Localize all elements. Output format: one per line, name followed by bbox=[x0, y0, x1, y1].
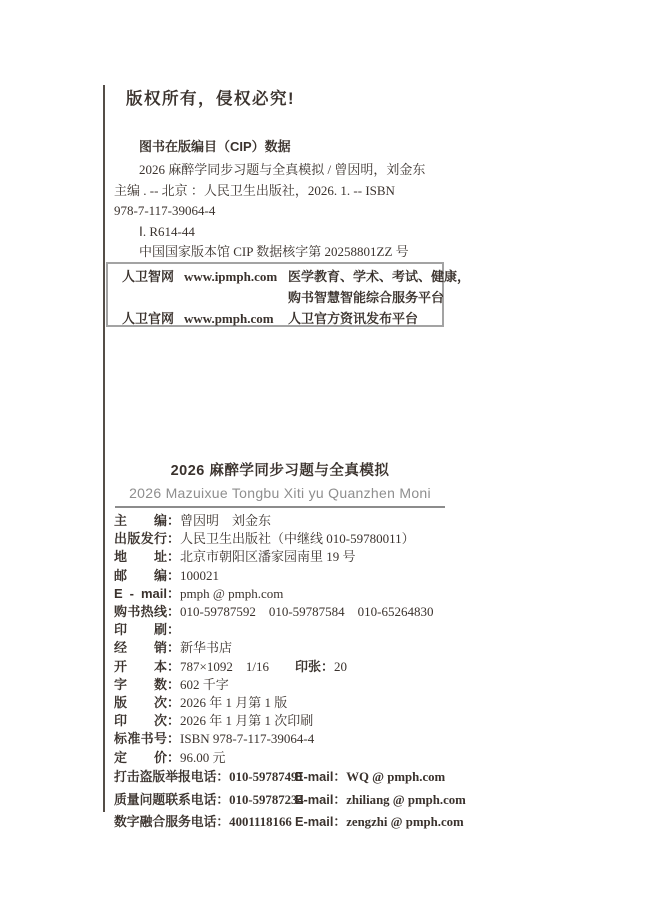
detail-label: 印刷 bbox=[114, 622, 167, 638]
hotline-contact bbox=[114, 766, 304, 789]
hotline-phone: 010-59787491 bbox=[229, 770, 304, 784]
brand-url: www.pmph.com bbox=[184, 310, 274, 326]
book-title: 2026 麻醉学同步习题与全真模拟 bbox=[170, 463, 390, 479]
email-colon: ： bbox=[333, 791, 347, 807]
detail-label: 主编 bbox=[114, 513, 167, 528]
detail-colon: ： bbox=[167, 749, 181, 765]
publication-details bbox=[114, 512, 534, 767]
hotline-email bbox=[295, 814, 464, 829]
hotline-phone: 4001118166 bbox=[229, 815, 292, 830]
hotline-contact bbox=[114, 789, 304, 812]
brand-desc: 购书智慧智能综合服务平台 bbox=[288, 289, 445, 305]
brand-name: 人卫官网 bbox=[122, 310, 175, 326]
detail-row bbox=[114, 694, 534, 712]
detail-label: 开本 bbox=[114, 658, 167, 674]
detail-colon: ： bbox=[167, 549, 181, 565]
info-row bbox=[122, 288, 445, 309]
detail-colon: ： bbox=[167, 567, 181, 583]
detail-label: 标准书号 bbox=[114, 731, 167, 747]
detail-label: 印次 bbox=[114, 713, 167, 729]
publisher-info-rows bbox=[122, 267, 471, 329]
hotline-email bbox=[295, 769, 445, 784]
cip-line: Ⅰ. R614-44 bbox=[139, 223, 195, 239]
detail-colon: ： bbox=[167, 713, 181, 729]
brand-desc: 人卫官方资讯发布平台 bbox=[288, 310, 419, 326]
detail-value: 20 bbox=[334, 658, 347, 674]
hotline-phone: 010-59787234 bbox=[229, 792, 304, 807]
cip-line: 中国国家版本馆 CIP 数据核字第 20258801ZZ 号 bbox=[139, 244, 409, 260]
detail-label: 地址 bbox=[114, 549, 167, 565]
detail-colon: ： bbox=[167, 676, 181, 692]
detail-value: 曾因明 刘金东 bbox=[180, 513, 272, 528]
detail-label: 邮编 bbox=[114, 567, 167, 583]
detail-row bbox=[114, 730, 534, 748]
hotline-label: 数字融合服务电话 bbox=[114, 814, 217, 830]
detail-value: 010-59787592 010-59787584 010-65264830 bbox=[180, 604, 434, 620]
detail-value: pmph @ pmph.com bbox=[180, 585, 284, 601]
detail-value: ISBN 978-7-117-39064-4 bbox=[180, 731, 315, 747]
detail-value: 96.00 元 bbox=[180, 749, 226, 765]
brand-url: www.ipmph.com bbox=[184, 269, 278, 284]
detail-colon: ： bbox=[167, 731, 181, 747]
email-colon: ： bbox=[333, 769, 347, 784]
detail-colon: ： bbox=[167, 695, 181, 711]
email-address: zengzhi @ pmph.com bbox=[346, 815, 464, 830]
detail-value: 2026 年 1 月第 1 版 bbox=[180, 695, 288, 711]
detail-row bbox=[114, 639, 534, 657]
detail-label: 购书热线 bbox=[114, 604, 167, 620]
detail-row bbox=[114, 658, 534, 676]
cip-section bbox=[114, 137, 464, 262]
hotline-section bbox=[114, 766, 544, 834]
detail-colon: ： bbox=[167, 604, 181, 620]
detail-value: 100021 bbox=[180, 567, 220, 583]
detail-colon: ： bbox=[167, 513, 181, 528]
detail-row bbox=[114, 512, 534, 530]
email-label: E-mail bbox=[295, 791, 334, 807]
detail-row bbox=[114, 603, 534, 621]
title-divider bbox=[115, 506, 445, 508]
cip-lines bbox=[114, 160, 464, 262]
copyright-notice: 版权所有，侵权必究! bbox=[126, 90, 295, 108]
hotline-email bbox=[295, 792, 466, 807]
hotline-contact bbox=[114, 811, 295, 834]
detail-value: 新华书店 bbox=[180, 640, 233, 656]
detail-colon: ： bbox=[167, 622, 181, 638]
email-label: E-mail bbox=[295, 814, 334, 830]
hotline-colon: ： bbox=[216, 791, 230, 807]
hotline-colon: ： bbox=[216, 769, 230, 784]
detail-label: 经销 bbox=[114, 640, 167, 656]
detail-colon: ： bbox=[167, 640, 181, 656]
detail-value: 602 千字 bbox=[180, 676, 229, 692]
left-rule bbox=[103, 85, 105, 812]
detail-colon: ： bbox=[167, 531, 181, 547]
detail-label: E - mail bbox=[114, 585, 167, 601]
hotline-row bbox=[114, 789, 544, 812]
detail-row bbox=[114, 530, 534, 548]
info-row bbox=[122, 309, 442, 330]
detail-label: 版次 bbox=[114, 695, 167, 711]
detail-row bbox=[114, 676, 534, 694]
detail-label: 定价 bbox=[114, 749, 167, 765]
cip-line: 主编 . -- 北京 ：人民卫生出版社，2026. 1. -- ISBN bbox=[114, 182, 395, 198]
detail-colon: ： bbox=[320, 658, 334, 674]
email-address: WQ @ pmph.com bbox=[346, 770, 446, 784]
email-address: zhiliang @ pmph.com bbox=[346, 792, 466, 807]
detail-row bbox=[114, 548, 534, 566]
detail-value: 787×1092 1/16 bbox=[180, 658, 269, 674]
detail-row bbox=[114, 621, 534, 639]
cip-line: 2026 麻醉学同步习题与全真模拟 / 曾因明，刘金东 bbox=[139, 162, 426, 178]
email-label: E-mail bbox=[295, 769, 334, 784]
hotline-row bbox=[114, 766, 544, 789]
detail-row bbox=[114, 749, 534, 767]
hotline-colon: ： bbox=[216, 814, 230, 830]
hotline-row bbox=[114, 811, 544, 834]
detail-colon: ： bbox=[167, 658, 181, 674]
detail-label: 字数 bbox=[114, 676, 167, 692]
detail-value: 人民卫生出版社（中继线 010-59780011） bbox=[180, 531, 415, 547]
detail-value: 2026 年 1 月第 1 次印刷 bbox=[180, 713, 314, 729]
email-colon: ： bbox=[333, 814, 347, 830]
detail-row bbox=[114, 567, 534, 585]
detail-colon: ： bbox=[167, 585, 181, 601]
info-row bbox=[122, 267, 471, 288]
cip-title: 图书在版编目（CIP）数据 bbox=[139, 139, 291, 154]
cip-line: 978-7-117-39064-4 bbox=[114, 203, 216, 219]
book-title-block bbox=[115, 459, 445, 501]
book-title-pinyin: 2026 Mazuixue Tongbu Xiti yu Quanzhen Moni bbox=[129, 485, 431, 501]
brand-name: 人卫智网 bbox=[122, 269, 175, 284]
detail-value: 北京市朝阳区潘家园南里 19 号 bbox=[180, 549, 356, 565]
hotline-label: 打击盗版举报电话 bbox=[114, 769, 217, 784]
detail-row bbox=[114, 585, 534, 603]
brand-desc: 医学教育、学术、考试、健康， bbox=[288, 269, 471, 284]
hotline-label: 质量问题联系电话 bbox=[114, 791, 217, 807]
publisher-info-box bbox=[106, 262, 471, 327]
detail-row bbox=[114, 712, 534, 730]
detail-label: 印张 bbox=[294, 658, 321, 674]
detail-label: 出版发行 bbox=[114, 531, 167, 547]
